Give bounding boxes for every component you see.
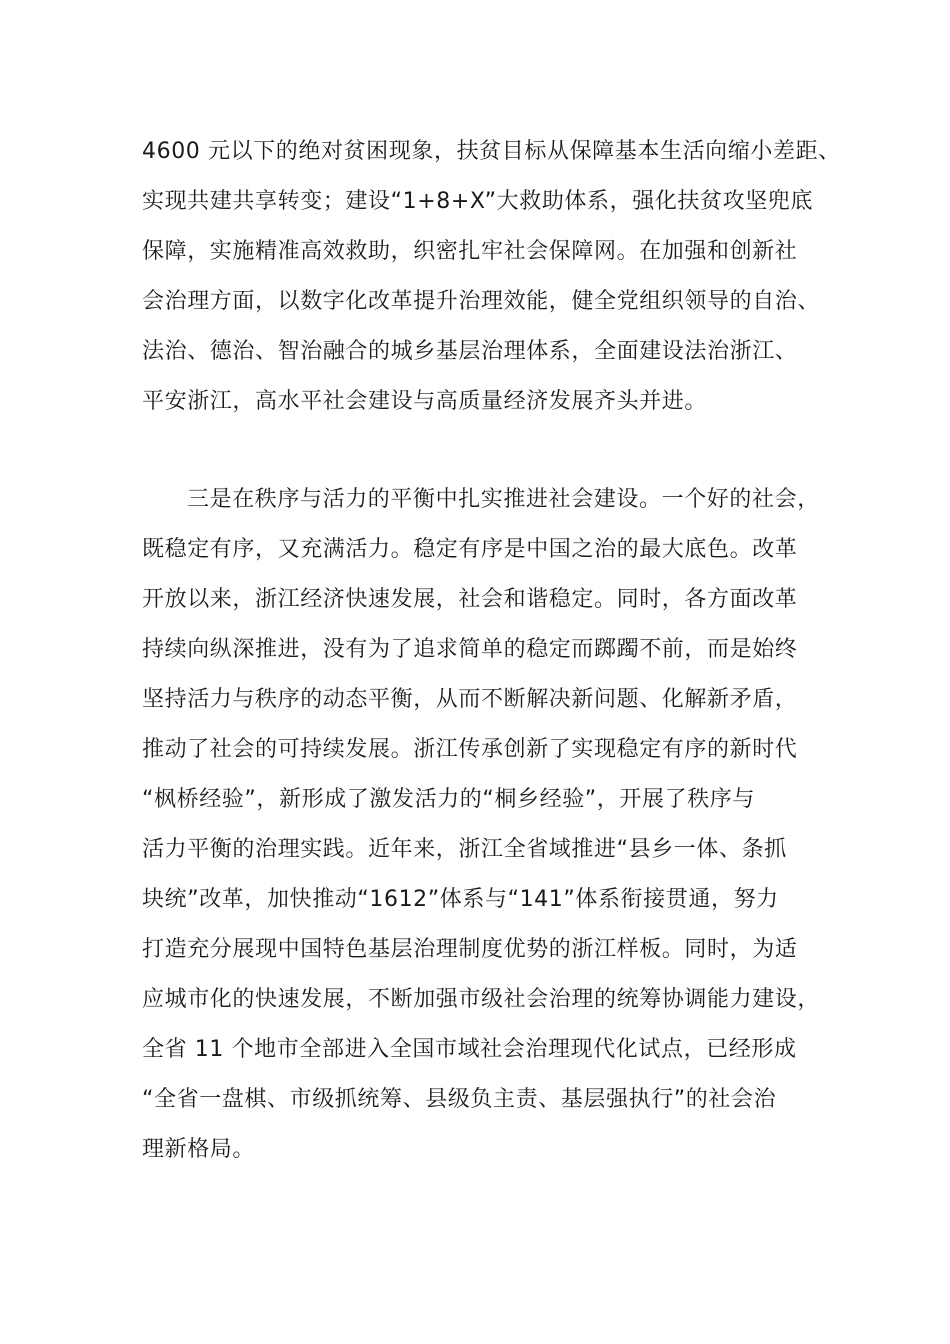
text-line: 会治理方面，以数字化改革提升治理效能，健全党组织领导的自治、	[142, 289, 821, 314]
text-line: 持续向纵深推进，没有为了追求简单的稳定而踯躅不前，而是始终	[142, 637, 798, 662]
text-line: 推动了社会的可持续发展。浙江传承创新了实现稳定有序的新时代	[142, 737, 798, 762]
text-line: 既稳定有序，又充满活力。稳定有序是中国之治的最大底色。改革	[142, 537, 798, 562]
text-line: 保障，实施精准高效救助，织密扎牢社会保障网。在加强和创新社	[142, 239, 798, 264]
text-line: 法治、德治、智治融合的城乡基层治理体系，全面建设法治浙江、	[142, 339, 798, 364]
text-line: 平安浙江，高水平社会建设与高质量经济发展齐头并进。	[142, 389, 708, 414]
text-line: “全省一盘棋、市级抓统筹、县级负主责、基层强执行”的社会治	[142, 1087, 777, 1112]
text-line: 三是在秩序与活力的平衡中扎实推进社会建设。一个好的社会，	[187, 487, 820, 512]
text-line: 坚持活力与秩序的动态平衡，从而不断解决新问题、化解新矛盾，	[142, 687, 798, 712]
text-line: 实现共建共享转变；建设“1+8+X”大救助体系，强化扶贫攻坚兜底	[142, 189, 814, 214]
text-line: 4600 元以下的绝对贫困现象，扶贫目标从保障基本生活向缩小差距、	[142, 139, 841, 164]
text-line: 应城市化的快速发展，不断加强市级社会治理的统筹协调能力建设，	[142, 987, 821, 1012]
text-line: “枫桥经验”，新形成了激发活力的“桐乡经验”，开展了秩序与	[142, 787, 755, 812]
text-line: 全省 11 个地市全部进入全国市域社会治理现代化试点，已经形成	[142, 1037, 797, 1062]
text-line: 打造充分展现中国特色基层治理制度优势的浙江样板。同时，为适	[142, 937, 798, 962]
text-line: 理新格局。	[142, 1137, 256, 1162]
text-line: 活力平衡的治理实践。近年来，浙江全省域推进“县乡一体、条抓	[142, 837, 787, 862]
text-line: 块统”改革，加快推动“1612”体系与“141”体系衔接贯通，努力	[142, 887, 779, 912]
text-line: 开放以来，浙江经济快速发展，社会和谐稳定。同时，各方面改革	[142, 587, 798, 612]
